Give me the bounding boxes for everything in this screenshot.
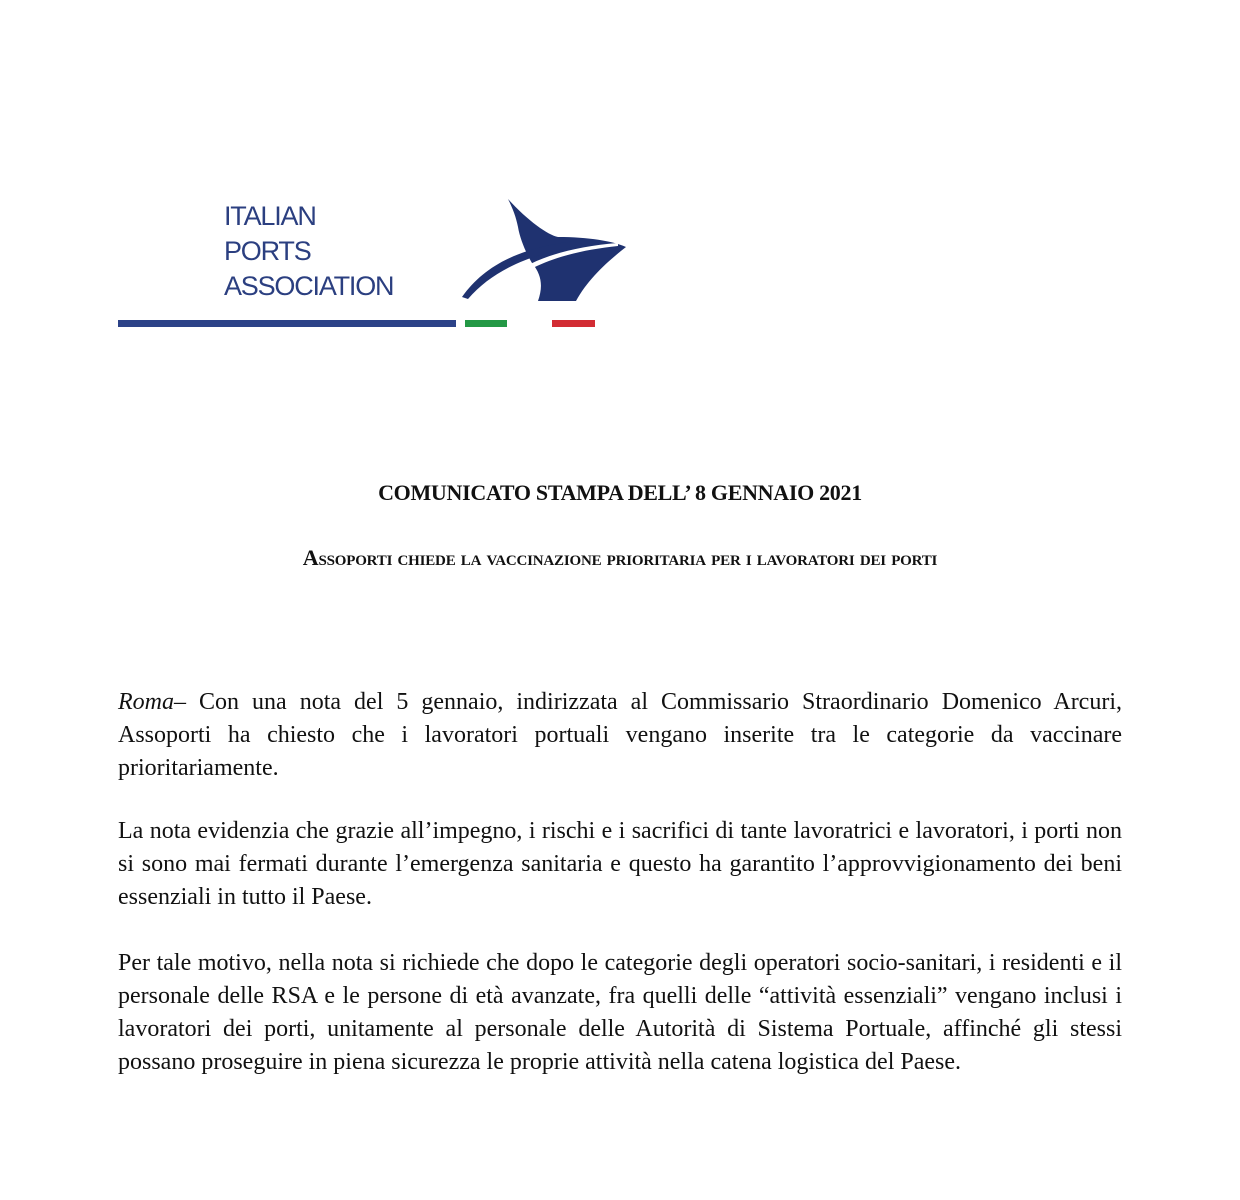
paragraph-3: Per tale motivo, nella nota si richiede che dopo le categorie degli operatori socio-sanitari, i residenti e il personale delle RSA e le persone di età avanzate, fra quelli delle “attività essenziali” vengano inclusi i lavoratori dei porti, unitamente al personale delle Autorità di Sistema Portuale, affinché gli stessi possano proseguire in piena sicurezza le proprie attività nella catena logistica del Paese. bbox=[118, 950, 1122, 1075]
ship-icon bbox=[458, 199, 630, 303]
logo-line-3: ASSOCIATION bbox=[224, 271, 394, 301]
logo-line-2: PORTS bbox=[224, 236, 311, 266]
paragraph-1 bbox=[118, 686, 1122, 785]
press-release-title: COMUNICATO STAMPA DELL’ 8 GENNAIO 2021 bbox=[378, 480, 862, 505]
press-release-subtitle: Assoporti chiede la vaccinazione prioritaria per i lavoratori dei porti bbox=[302, 545, 938, 570]
logo-bar-green bbox=[465, 320, 507, 327]
logo-bar-red bbox=[552, 320, 595, 327]
paragraph-2: La nota evidenzia che grazie all’impegno, i rischi e i sacrifici di tante lavoratrici e lavoratori, i porti non si sono mai fermati durante l’emergenza sanitaria e questo ha garantito l’approvvigionamento dei beni essenziali in tutto il Paese. bbox=[118, 818, 1122, 910]
logo-bar-blue bbox=[118, 320, 456, 327]
paragraph-1-text: – Con una nota del 5 gennaio, indirizzata al Commissario Straordinario Domenico Arcuri, Assoporti ha chiesto che i lavoratori portuali vengano inserite tra le categorie da vaccinare prioritariamente. bbox=[118, 689, 1122, 781]
association-logo bbox=[118, 195, 638, 355]
logo-wordmark bbox=[224, 199, 393, 304]
ship-hull-shape bbox=[508, 199, 626, 301]
logo-line-1: ITALIAN bbox=[224, 201, 316, 231]
place-label: Roma bbox=[118, 689, 174, 715]
